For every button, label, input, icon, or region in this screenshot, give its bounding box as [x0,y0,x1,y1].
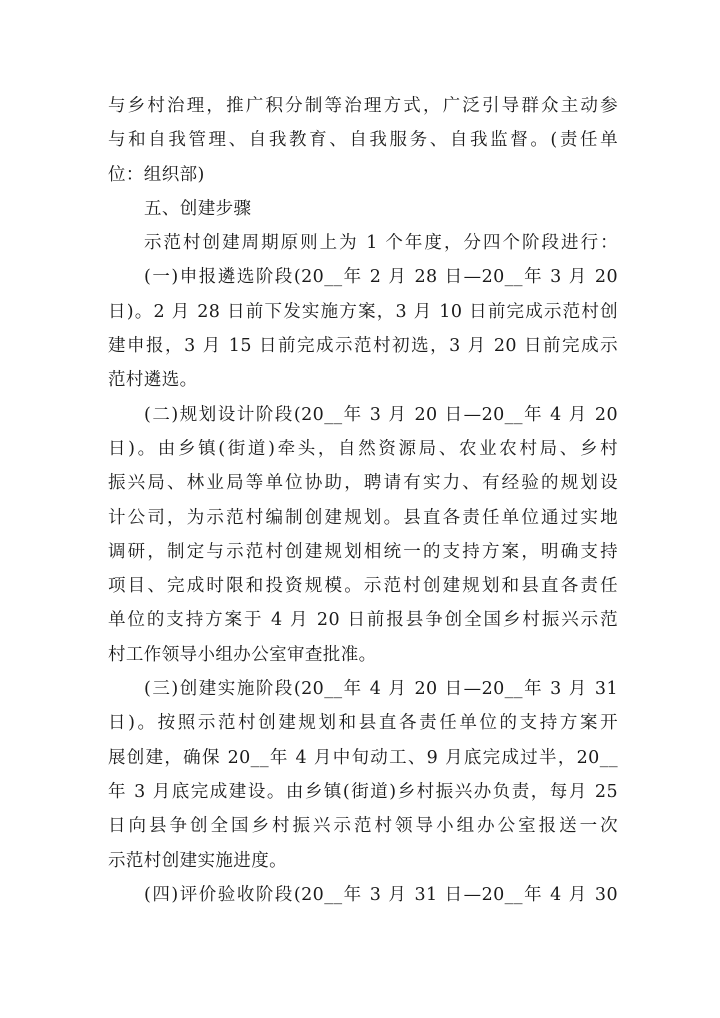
text-line: 年 3 月底完成建设。由乡镇(街道)乡村振兴办负责，每月 25 [108,781,618,802]
stage-4-heading: (四)评价验收阶段(20__年 3 月 31 日—20__年 4 月 30 [144,884,618,905]
text-line: 计公司，为示范村编制创建规划。县直各责任单位通过实地 [108,507,618,528]
text-line: 振兴局、林业局等单位协助，聘请有实力、有经验的规划设 [108,473,618,494]
text-line: 村工作领导小组办公室审查批准。 [108,644,377,665]
stage-3-heading: (三)创建实施阶段(20__年 4 月 20 日—20__年 3 月 31 [144,679,618,700]
text-line: 调研，制定与示范村创建规划相统一的支持方案，明确支持 [108,541,618,562]
section-heading: 五、创建步骤 [144,198,252,219]
text-line: 日向县争创全国乡村振兴示范村领导小组办公室报送一次 [108,816,618,837]
text-line: 项目、完成时限和投资规模。示范村创建规划和县直各责任 [108,576,618,597]
text-line: 日)。由乡镇(街道)牵头，自然资源局、农业农村局、乡村 [108,438,618,459]
text-line: 日)。按照示范村创建规划和县直各责任单位的支持方案开 [108,713,618,734]
text-line: 展创建，确保 20__年 4 月中旬动工、9 月底完成过半，20__ [108,747,618,768]
text-line: 位：组织部) [108,164,205,185]
text-line: 示范村创建实施进度。 [108,850,287,871]
stage-1-heading: (一)申报遴选阶段(20__年 2 月 28 日—20__年 3 月 20 [144,267,618,288]
text-line: 范村遴选。 [108,370,198,391]
body-text [108,89,618,912]
text-line: 与乡村治理，推广积分制等治理方式，广泛引导群众主动参 [108,96,618,116]
text-line: 建申报，3 月 15 日前完成示范村初选，3 月 20 日前完成示 [108,336,618,357]
text-line: 示范村创建周期原则上为 1 个年度，分四个阶段进行： [144,233,618,254]
text-line: 与和自我管理、自我教育、自我服务、自我监督。(责任单 [108,130,618,151]
text-line: 单位的支持方案于 4 月 20 日前报县争创全国乡村振兴示范 [108,610,618,631]
stage-2-heading: (二)规划设计阶段(20__年 3 月 20 日—20__年 4 月 20 [144,404,618,425]
text-line: 日)。2 月 28 日前下发实施方案，3 月 10 日前完成示范村创 [108,301,618,322]
